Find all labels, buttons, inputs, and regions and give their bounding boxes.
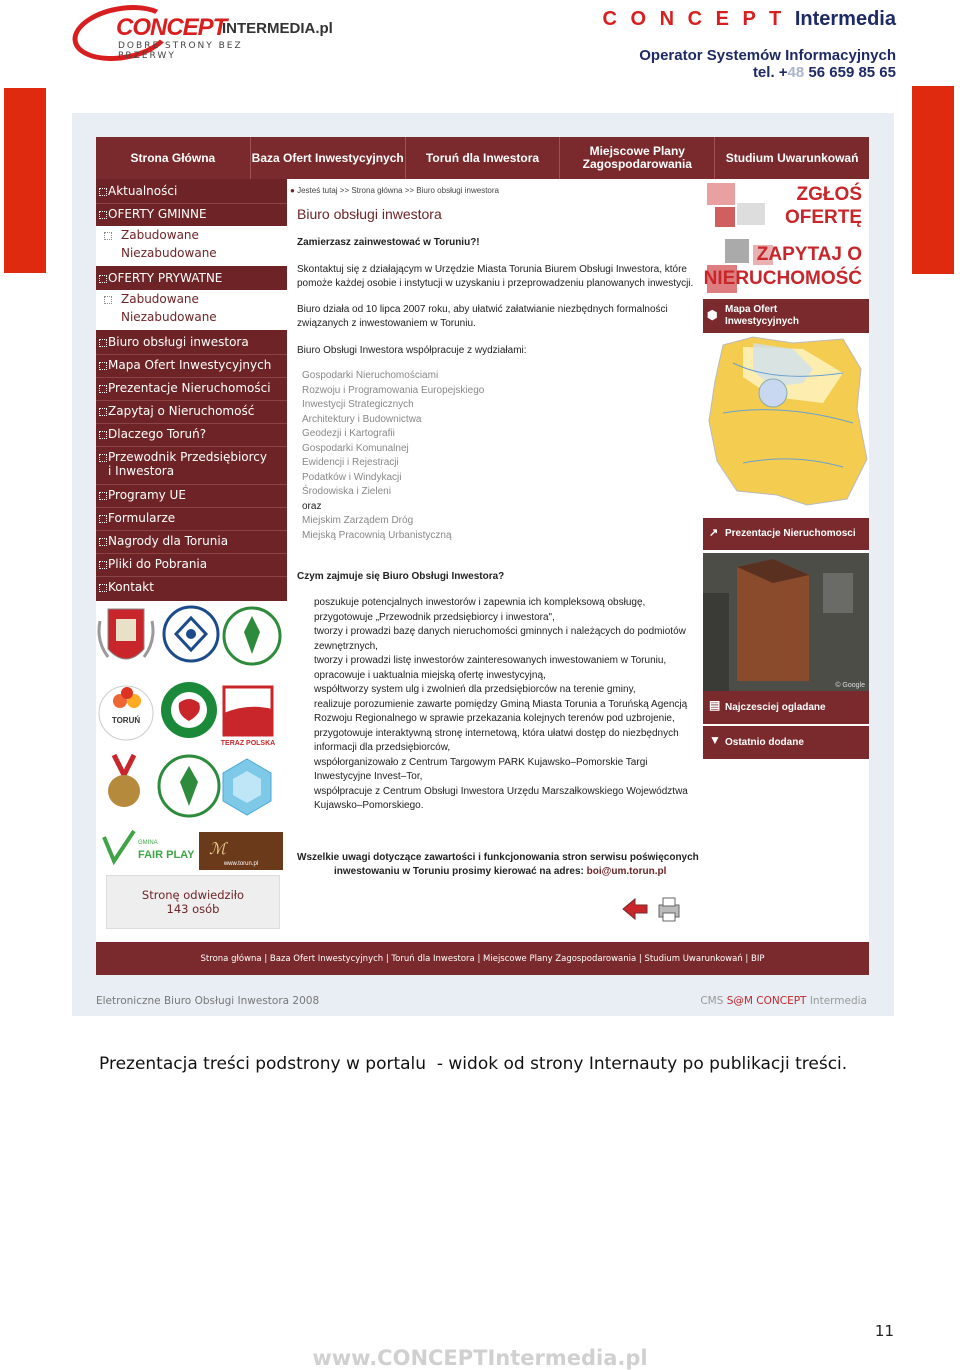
- nav-strona-glowna[interactable]: Strona Główna: [96, 137, 251, 179]
- footer-url: www.CONCEPTIntermedia.pl: [312, 1346, 648, 1370]
- list-item: poszukuje potencjalnych inwestorów i zapewnia ich kompleksową obsługę,: [314, 597, 646, 608]
- counter-line1: Stronę odwiedziło: [141, 888, 245, 902]
- list-item: przygotowuje „Przewodnik przedsiębiorcy i inwestora",: [314, 611, 555, 623]
- counter-line2: 143 osób: [166, 902, 220, 916]
- svg-text:FAIR PLAY: FAIR PLAY: [138, 849, 195, 861]
- list-item: tworzy i prowadzi bazę danych nieruchomości gminnych i należących do podmiotów zewnętrznych,: [314, 626, 686, 652]
- sidebar-item-biuro[interactable]: Biuro obsługi inwestora: [96, 335, 287, 349]
- breadcrumb: ● Jesteś tutaj >> Strona główna >> Biuro obsługi inwestora: [290, 186, 499, 195]
- list-item: oraz: [302, 500, 322, 512]
- sidebar-item-pliki[interactable]: Pliki do Pobrania: [96, 557, 287, 571]
- right-red-bar: [912, 86, 954, 274]
- building-photo[interactable]: [703, 553, 869, 691]
- unesco-heritage-icon: [164, 607, 218, 661]
- logo-tagline: DOBRE STRONY BEZ PRZERWY: [118, 41, 243, 61]
- list-item: realizuje porozumienie zawarte pomiędzy Gminą Miasta Torunia a Toruńską Agencją Rozwoju Regionalnego w sprawie przekazania kolejnych terenów pod uzbrojenie,: [314, 698, 688, 724]
- list-item[interactable]: Miejskim Zarządem Dróg: [302, 515, 414, 526]
- sidebar-item-formularze[interactable]: Formularze: [96, 511, 287, 525]
- list-item[interactable]: Gospodarki Komunalnej: [302, 442, 409, 454]
- footer-cms: CMS S@M CONCEPT Intermedia: [700, 995, 867, 1007]
- list-item[interactable]: Inwestycji Strategicznych: [302, 399, 414, 410]
- najczesciej-box[interactable]: [703, 691, 869, 724]
- torun-2016-icon: [99, 686, 153, 740]
- footer-left-text: Eletroniczne Biuro Obsługi Inwestora 2008: [96, 995, 320, 1007]
- zapytaj-line1: ZAPYTAJ O: [756, 244, 862, 265]
- list-item[interactable]: Rozwoju i Programowania Europejskiego: [302, 384, 485, 396]
- department-list: [302, 369, 484, 543]
- paragraph-2: Biuro działa od 10 lipca 2007 roku, aby ułatwić załatwianie niezbędnych formalności związanych z inwestowaniem w Toruniu.: [297, 304, 668, 329]
- sidebar-submenu-prywatne: [96, 290, 287, 330]
- print-icon: [659, 898, 679, 921]
- back-arrow-icon: [623, 899, 647, 919]
- svg-text:ℳ: ℳ: [209, 841, 227, 858]
- list-item[interactable]: Środowiska i Zieleni: [302, 486, 391, 497]
- top-navigation: [96, 137, 869, 179]
- list-item[interactable]: Podatków i Windykacji: [302, 471, 402, 483]
- nav-baza-ofert[interactable]: Baza Ofert Inwestycyjnych: [251, 137, 406, 179]
- ostatnio-label: Ostatnio dodane: [725, 736, 804, 748]
- page-title: Biuro obsługi inwestora: [297, 206, 442, 222]
- logo-suffix: INTERMEDIA.pl: [222, 20, 333, 37]
- main-content: [288, 179, 702, 942]
- zapytaj-button[interactable]: [703, 237, 869, 299]
- crystal-icon: [223, 759, 271, 815]
- list-item: współorganizowało z Centrum Targowym PARK Kujawsko–Pomorskie Targi Inwestycyjne Invest–Tor,: [314, 756, 648, 782]
- nav-torun-dla-inwestora[interactable]: Toruń dla Inwestora: [406, 137, 561, 179]
- sidebar-item-przewodnik[interactable]: Przewodnik Przedsiębiorcy i Inwestora: [96, 450, 271, 478]
- right-column: [703, 179, 869, 942]
- lead-text: Zamierzasz zainwestować w Toruniu?!: [297, 237, 480, 248]
- paragraph-1: Skontaktuj się z działającym w Urzędzie Miasta Torunia Biurem Obsługi Inwestora, które pomoże każdej osobie i instytucji w uzyskaniu i przeprowadzeniu planowanych inwestycji.: [297, 264, 694, 289]
- nav-studium[interactable]: Studium Uwarunkowań: [725, 150, 859, 165]
- list-item: współpracuje z Centrum Obsługi Inwestora Urzędu Marszałkowskiego Województwa Kujawsko–Pomorskiego.: [314, 785, 688, 811]
- eco-award-icon-2: [159, 756, 219, 816]
- list-item[interactable]: Ewidencji i Rejestracji: [302, 457, 399, 468]
- closing-line-2: inwestowaniu w Toruniu prosimy kierować na adres: boi@um.torun.pl: [334, 866, 667, 877]
- zglos-line2: OFERTĘ: [784, 207, 862, 228]
- sidebar-item-mapa[interactable]: Mapa Ofert Inwestycyjnych: [96, 358, 287, 372]
- sidebar-item-oferty-prywatne[interactable]: OFERTY PRYWATNE: [96, 271, 287, 285]
- question-heading: Czym zajmuje się Biuro Obsługi Inwestora?: [297, 571, 505, 582]
- map-icon: ⬢: [707, 308, 718, 322]
- sidebar-item-prezentacje[interactable]: Prezentacje Nieruchomości: [96, 381, 287, 395]
- sidebar-item-programy[interactable]: Programy UE: [96, 488, 287, 502]
- zapytaj-line2: NIERUCHOMOŚĆ: [703, 268, 862, 289]
- page-number: 11: [874, 1322, 894, 1340]
- concept-logo: [72, 4, 333, 61]
- paragraph-3: Biuro Obsługi Inwestora współpracuje z wydziałami:: [297, 345, 527, 356]
- footer-navigation[interactable]: Strona główna | Baza Ofert Inwestycyjnych | Toruń dla Inwestora | Miejscowe Plany Zagospodarowania | Studium Uwarunkowań | BIP: [96, 942, 869, 975]
- list-item: tworzy i prowadzi listę inwestorów zainteresowanych inwestowaniem w Toruniu,: [314, 655, 667, 666]
- svg-text:TORUŃ: TORUŃ: [111, 716, 141, 725]
- fair-play-icon: [102, 831, 195, 870]
- list-item[interactable]: Gospodarki Nieruchomościami: [302, 370, 439, 381]
- sidebar-item-kontakt[interactable]: Kontakt: [96, 580, 287, 594]
- header-phone: tel. +48 56 659 85 65: [752, 64, 896, 81]
- header-subtitle: Operator Systemów Informacyjnych: [639, 47, 896, 64]
- left-red-bar: [4, 88, 46, 273]
- zglos-line1: ZGŁOŚ: [796, 184, 862, 205]
- email-link[interactable]: boi@um.torun.pl: [586, 866, 667, 877]
- list-item: współtworzy system ulg i zwolnień dla przedsiębiorców na terenie gminy,: [314, 684, 636, 695]
- header-title: C O N C E P T Intermedia: [602, 8, 896, 30]
- nav-miejscowe-plany[interactable]: Miejscowe Plany Zagospodarowania: [560, 137, 715, 179]
- document-icon: ▤: [709, 698, 721, 712]
- page-actions: [621, 895, 681, 923]
- google-credit: © Google: [835, 682, 865, 689]
- najczesciej-label: Najczesciej ogladane: [725, 701, 826, 713]
- list-item[interactable]: Geodezji i Kartografii: [302, 428, 395, 439]
- list-item: opracowuje i uaktualnia miejską ofertę inwestycyjną,: [314, 669, 546, 681]
- badges-area: [96, 601, 287, 942]
- svg-text:GMINA: GMINA: [138, 840, 158, 846]
- list-item: przygotowuje interaktywną stronę internetową, która ułatwi dostęp do niezbędnych informacji dla przedsiębiorców,: [314, 727, 679, 753]
- chart-icon: ↗: [709, 527, 719, 539]
- svg-text:www.torun.pl: www.torun.pl: [223, 861, 259, 867]
- prezentacje-box[interactable]: [703, 518, 869, 550]
- poland-map[interactable]: [703, 333, 869, 518]
- eco-award-icon-1: [224, 608, 280, 664]
- ostatnio-box[interactable]: [703, 726, 869, 759]
- medal-icon: [108, 755, 140, 807]
- list-item[interactable]: Architektury i Budownictwa: [302, 413, 422, 425]
- sidebar-item-zapytaj[interactable]: Zapytaj o Nieruchomość: [96, 404, 287, 418]
- sidebar-sub-zabudowane[interactable]: Zabudowane: [121, 228, 199, 242]
- sidebar-item-aktualnosci[interactable]: Aktualności: [96, 184, 287, 198]
- visit-counter: [106, 875, 280, 929]
- teraz-polska-icon: [221, 687, 275, 747]
- sidebar-sub-niezabudowane-2[interactable]: Niezabudowane: [121, 310, 217, 324]
- sidebar-sub-niezabudowane[interactable]: Niezabudowane: [121, 246, 217, 260]
- torun-pl-banner-icon: [199, 832, 283, 870]
- sidebar: [96, 179, 287, 601]
- closing-line-1: Wszelkie uwagi dotyczące zawartości i funkcjonowania stron serwisu poświęconych: [297, 852, 699, 863]
- funnel-icon: ▼: [709, 733, 721, 747]
- torun-coat-of-arms-icon: [99, 609, 153, 659]
- sidebar-item-oferty-gminne[interactable]: OFERTY GMINNE: [96, 207, 287, 221]
- sidebar-submenu-gminne: [96, 226, 287, 266]
- svg-text:TERAZ POLSKA: TERAZ POLSKA: [220, 740, 276, 747]
- sidebar-item-nagrody[interactable]: Nagrody dla Torunia: [96, 534, 287, 548]
- breadcrumb-arrow-icon: ●: [290, 186, 295, 195]
- task-list: [314, 596, 700, 814]
- sidebar-item-dlaczego[interactable]: Dlaczego Toruń?: [96, 427, 287, 441]
- poland-map-icon: [703, 333, 869, 518]
- aerial-photo-icon: [703, 553, 869, 691]
- zglos-oferte-button[interactable]: [703, 179, 869, 236]
- caption: Prezentacja treści podstrony w portalu - widok od strony Internauty po publikacji treści.: [99, 1054, 848, 1074]
- sidebar-sub-zabudowane-2[interactable]: Zabudowane: [121, 292, 199, 306]
- mapa-ofert-box[interactable]: [703, 299, 869, 333]
- prezentacje-label: Prezentacje Nieruchomosci: [725, 528, 856, 539]
- logo-brand: CONCEPT: [116, 14, 227, 41]
- mapa-ofert-label: Mapa Ofert Inwestycyjnych: [725, 304, 799, 327]
- zielone-pluca-polski-icon: [161, 682, 217, 738]
- list-item[interactable]: Miejską Pracownią Urbanistyczną: [302, 529, 452, 541]
